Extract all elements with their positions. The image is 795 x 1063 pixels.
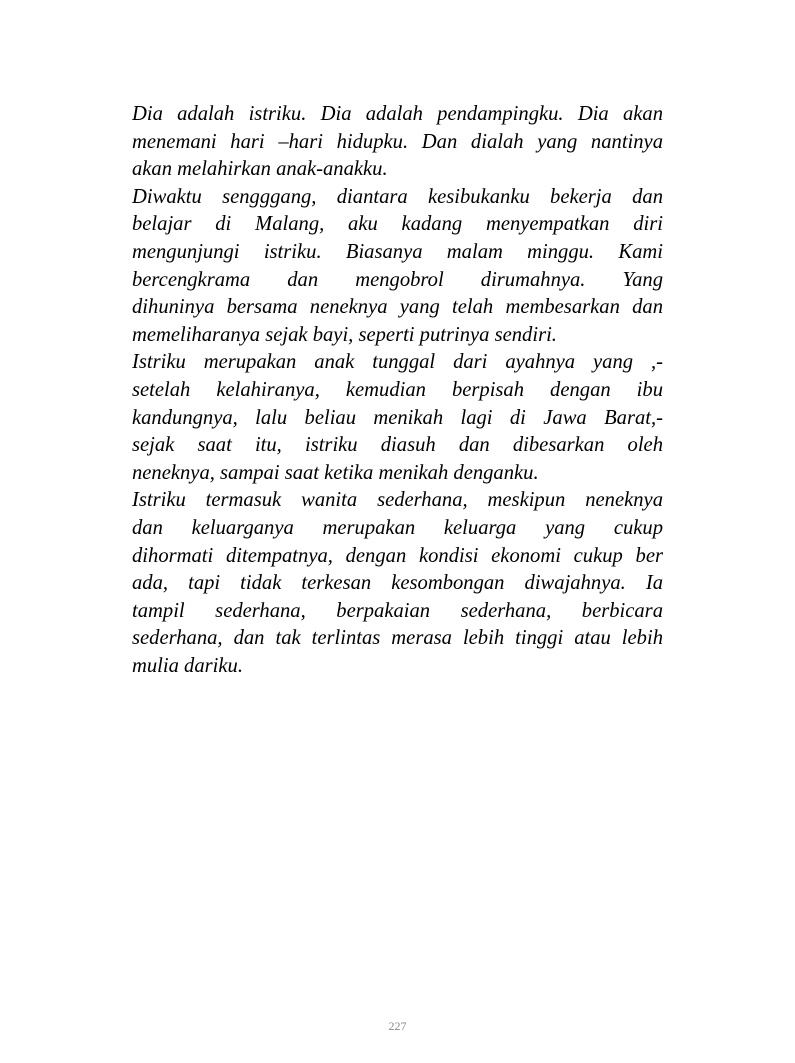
text-line: ada, tapi tidak terkesan kesombongan diwajahnya. Ia bbox=[132, 572, 663, 595]
text-line: Dia adalah istriku. Dia adalah pendampingku. Dia akan bbox=[132, 103, 663, 125]
text-line: sejak saat itu, istriku diasuh dan dibesarkan oleh bbox=[132, 434, 663, 457]
paragraph-3 bbox=[132, 349, 663, 487]
text-line: Istriku termasuk wanita sederhana, meskipun neneknya bbox=[132, 489, 663, 512]
text-line: belajar di Malang, aku kadang menyempatkan diri bbox=[132, 213, 663, 236]
text-line: setelah kelahiranya, kemudian berpisah dengan ibu bbox=[132, 378, 663, 401]
text-line: mengunjungi istriku. Biasanya malam minggu. Kami bbox=[132, 240, 663, 263]
text-line: dan keluarganya merupakan keluarga yang cukup bbox=[132, 516, 663, 539]
text-line: neneknya, sampai saat ketika menikah denganku. bbox=[132, 461, 539, 484]
text-line: bercengkrama dan mengobrol dirumahnya. Yang bbox=[132, 268, 663, 291]
paragraph-4 bbox=[132, 487, 663, 680]
paragraph-1 bbox=[132, 101, 663, 184]
text-line: akan melahirkan anak-anakku. bbox=[132, 158, 388, 181]
paragraph-2 bbox=[132, 184, 663, 350]
text-line: memeliharanya sejak bayi, seperti putrinya sendiri. bbox=[132, 323, 557, 346]
text-line: Diwaktu sengggang, diantara kesibukanku bekerja dan bbox=[132, 185, 663, 208]
page-number: 227 bbox=[388, 1019, 407, 1033]
text-line: Istriku merupakan anak tunggal dari ayahnya yang ,- bbox=[132, 351, 663, 374]
text-line: dihuninya bersama neneknya yang telah membesarkan dan bbox=[132, 296, 663, 319]
text-line: menemani hari –hari hidupku. Dan dialah yang nantinya bbox=[132, 130, 663, 153]
text-line: dihormati ditempatnya, dengan kondisi ekonomi cukup ber bbox=[132, 544, 663, 567]
text-line: tampil sederhana, berpakaian sederhana, berbicara bbox=[132, 599, 663, 622]
text-line: mulia dariku. bbox=[132, 654, 243, 677]
text-line: kandungnya, lalu beliau menikah lagi di Jawa Barat,- bbox=[132, 406, 663, 429]
text-line: sederhana, dan tak terlintas merasa lebih tinggi atau lebih bbox=[132, 627, 663, 650]
body-text bbox=[132, 101, 663, 680]
